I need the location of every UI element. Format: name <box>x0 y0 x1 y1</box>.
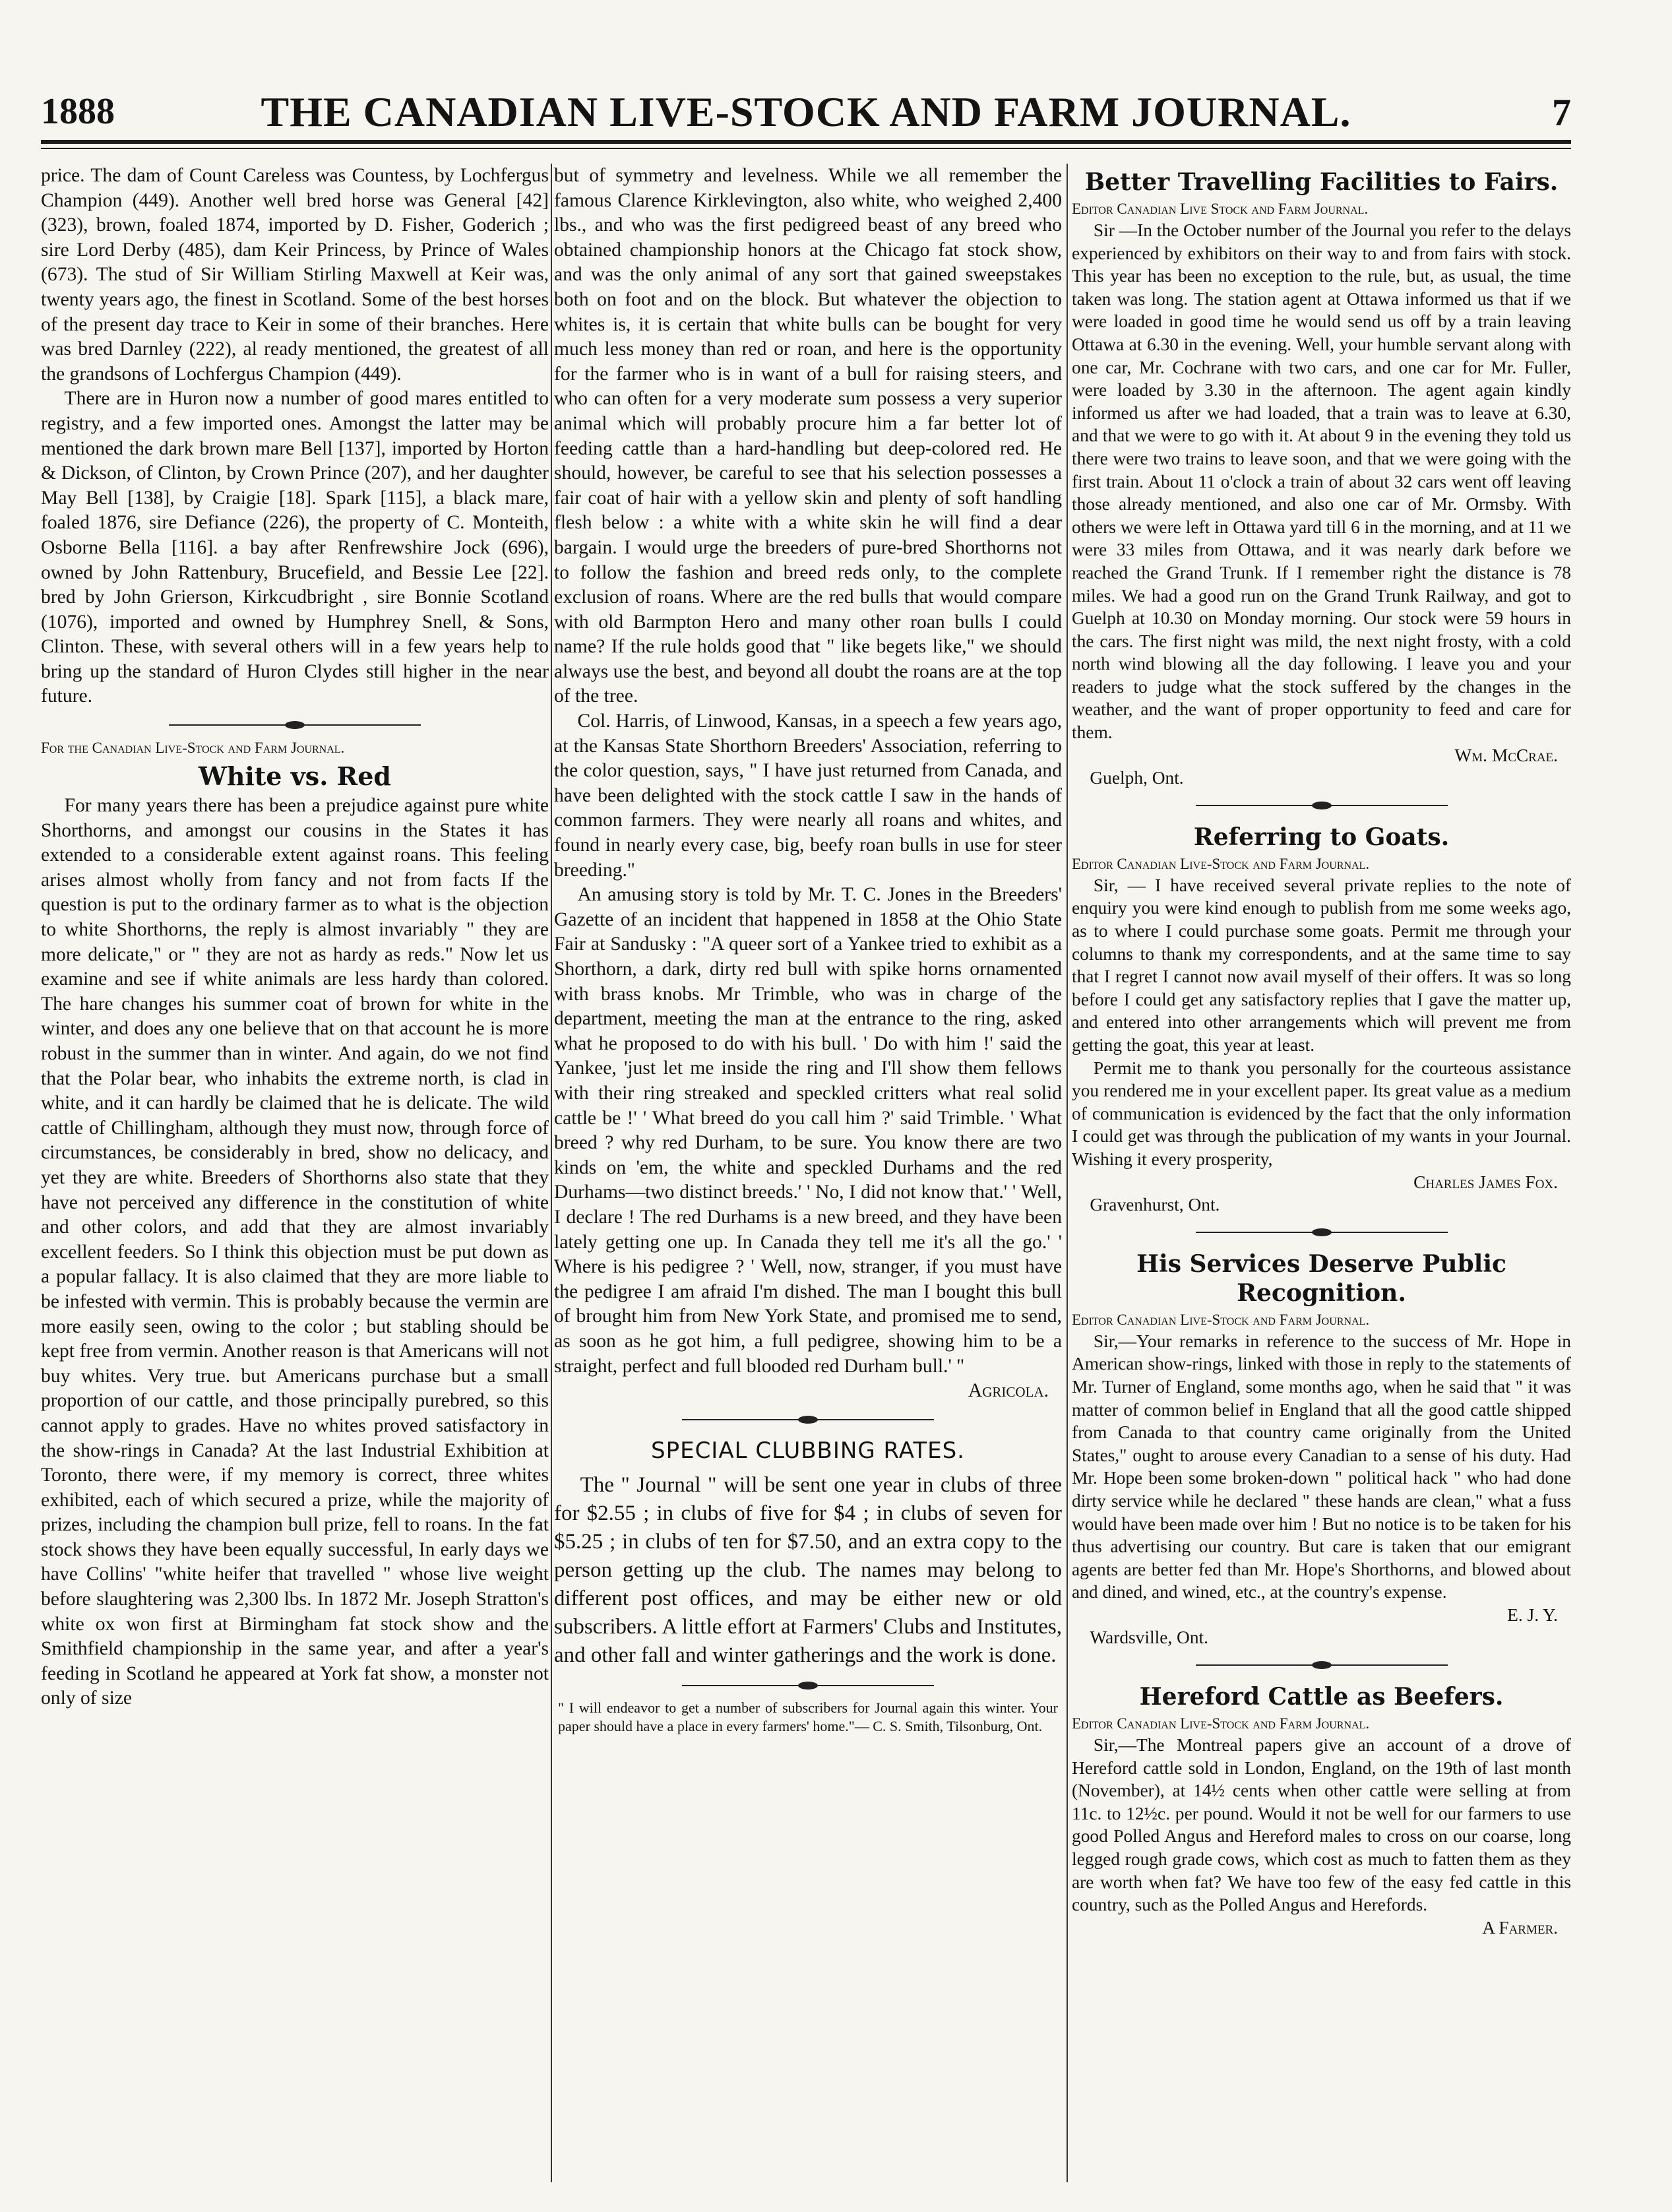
divider-ornament <box>41 709 549 738</box>
letter-place: Wardsville, Ont. <box>1090 1627 1208 1648</box>
clubbing-rates-text: The " Journal " will be sent one year in clubs of three for $2.55 ; in clubs of five for $4 ; in clubs of seven for $5.25 ; in clubs of ten for $7.50, and an extra copy to the person getting up the club. The names may belong to different post offices, and may be either new or old subscribers. A little effort at Farmers' Clubs and Institutes, and other fall and winter gatherings and the work is done. <box>554 1472 1062 1667</box>
letter-signature: E. J. Y. <box>1507 1604 1558 1625</box>
column-2 <box>554 164 1062 2192</box>
article-heading-goats: Referring to Goats. <box>1193 823 1450 851</box>
divider-ornament <box>1072 790 1571 819</box>
header-rule-thick <box>41 140 1571 144</box>
article-signature: Agricola. <box>968 1380 1049 1402</box>
masthead <box>41 82 1571 155</box>
divider-ornament <box>1072 1217 1571 1246</box>
page-number: 7 <box>1552 91 1571 134</box>
header-rule-thin <box>41 148 1571 149</box>
divider-ornament <box>554 1670 1062 1699</box>
column-3 <box>1072 164 1571 2192</box>
divider-ornament <box>554 1404 1062 1433</box>
article-paragraph: For many years there has been a prejudice against pure white Shorthorns, and amongst our cousins in the States it has extended to a considerable extent against roans. This feeling arises almost wholly from fancy and not from facts If the question is put to the ordinary farmer as to what is the objection to white Shorthorns, the reply is almost invariably " they are more delicate," or " they are not as hardy as reds." Now let us examine and see if white animals are less hardy than colored. The hare changes his summer coat of brown for white in the winter, and does any one believe that on that account he is more robust in the summer than in winter. And again, do we not find that the Polar bear, who inhabits the extreme north, is clad in white, and it can hardly be claimed that he is delicate. The wild cattle of Chillingham, although they must now, through force of circumstances, be considerably in bred, show no delicacy, and yet they are white. Breeders of Shorthorns also state that they have not perceived any difference in the constitution of white and other colors, and add that they are almost invariably excellent feeders. So I think this objection must be put down as a popular fallacy. It is also claimed that they are more liable to be infested with vermin. This is probably because the vermin are more easily seen, owing to the color ; but stabling should be kept free from vermin. Another reason is that Americans will not buy whites. Very true. but Americans purchase but a small proportion of our cattle, and those principally purebred, so this cannot apply to grades. Have no whites proved satisfactory in the show-rings in Canada? At the last Industrial Exhibition at Toronto, there were, if my memory is correct, three whites exhibited, each of which secured a prize, while the majority of prizes, including the champion bull prize, fell to roans. In the fat stock shows they have been equally successful, In early days we have Collins' "white heifer that travelled " whose live weight before slaughtering was 2,300 lbs. In 1872 Mr. Joseph Stratton's white ox won first at Birmingham fat stock show and the Smithfield championship in the same year, and after a year's feeding in Scotland he appeared at York fat show, a monster not only of size <box>41 795 549 1709</box>
column-divider-1 <box>551 164 552 2182</box>
article-credit: Editor Canadian Live-Stock and Farm Journal. <box>1072 855 1370 872</box>
article-paragraph: Col. Harris, of Linwood, Kansas, in a speech a few years ago, at the Kansas State Shorthorn Breeders' Association, referring to the color question, says, " I have just returned from Canada, and have been delighted with the stock cattle I saw in the hands of common farmers. They were nearly all roans and whites, and found in nearly every case, big, beefy roan bulls in use for steer breeding." <box>554 711 1062 881</box>
article-heading-white-vs-red: White vs. Red <box>199 761 391 792</box>
letter-signature: A Farmer. <box>1482 1917 1558 1938</box>
column-1 <box>41 164 549 2192</box>
article-paragraph: price. The dam of Count Careless was Countess, by Lochfergus Champion (449). Another well bred horse was General [42] (323), brown, foaled 1874, imported by D. Fisher, Goderich ; sire Lord Derby (485), dam Keir Princess, by Prince of Wales (673). The stud of Sir William Stirling Maxwell at Keir was, twenty years ago, the finest in Scotland. Some of the best horses of the present day trace to Keir in some of their branches. Here was bred Darnley (222), al ready mentioned, the greatest of all the grandsons of Lochfergus Champion (449). <box>41 165 549 385</box>
letter-place: Gravenhurst, Ont. <box>1090 1195 1220 1215</box>
article-paragraph: but of symmetry and levelness. While we all remember the famous Clarence Kirklevington, also white, who weighed 2,400 lbs., and who was the first pedigreed beast of any breed who obtained championship honors at the Chicago fat stock show, and was the only animal of any sort that gained sweepstakes both on foot and on the block. But whatever the objection to whites is, it is certain that white bulls can be bought for very much less money than red or roan, and here is the opportunity for the farmer who is in want of a bull for raising steers, and who can often for a very moderate sum possess a very superior animal which will probably procure him a far better lot of feeding cattle than a hard-handling but deep-colored red. He should, however, be careful to see that his selection possesses a fair coat of hair with a yellow skin and plenty of soft handling flesh below : a white with a white skin he will find a dear bargain. I would urge the breeders of pure-bred Shorthorns not to follow the fashion and breed reds only, to the complete exclusion of roans. Where are the red bulls that would compare with old Barmpton Hero and many other roan bulls I could name? If the rule holds good that " like begets like," we should always use the best, and beyond all doubt the roans are at the top of the tree. <box>554 165 1062 707</box>
journal-title: THE CANADIAN LIVE-STOCK AND FARM JOURNAL. <box>261 88 1351 135</box>
clubbing-rates-heading: SPECIAL CLUBBING RATES. <box>651 1437 965 1464</box>
letter-signature: Charles James Fox. <box>1413 1172 1558 1192</box>
letter-text: Sir,—Your remarks in reference to the success of Mr. Hope in American show-rings, linked with those in reply to the statements of Mr. Turner of England, some months ago, when he said that " it was matter of common belief in England that all the good cattle shipped from Canada to that country came originally from the United States," ought to arouse every Canadian to a sense of his duty. Had Mr. Hope been some broken-down " political hack " who had done dirty service while he declared " these hands are clean," what a fuss would have been made over him ! But no notice is to be taken for his thus advertising our country. But care is taken that our emigrant agents are better fed than Mr. Hope's Shorthorns, and blowed about and dined, and wined, etc., at the country's expense. <box>1072 1331 1571 1602</box>
letter-text: Sir, — I have received several private replies to the note of enquiry you were kind enough to publish from me some weeks ago, as to where I could purchase some goats. Permit me through your columns to thank my correspondents, and at the same time to say that I regret I cannot now avail myself of their offers. It was so long before I could get any satisfactory replies that I gave the matter up, and entered into other arrangements which will prevent me from getting the goat, this year at least. <box>1072 875 1571 1055</box>
article-heading-hereford: Hereford Cattle as Beefers. <box>1139 1683 1504 1711</box>
letter-signature: Wm. McCrae. <box>1454 745 1558 765</box>
subscriber-testimonial: " I will endeavor to get a number of subscribers for Journal again this winter. Your paper should have a place in every farmers' home."— C. S. Smith, Tilsonburg, Ont. <box>558 1699 1058 1734</box>
column-divider-2 <box>1067 164 1068 2182</box>
letter-text: Permit me to thank you personally for the courteous assistance you rendered me in your excellent paper. Its great value as a medium of communication is evidenced by the fact that the only information I could get was through the publication of my wants in your Journal. Wishing it every prosperity, <box>1072 1058 1571 1169</box>
article-credit: Editor Canadian Live-Stock and Farm Journal. <box>1072 1311 1370 1328</box>
article-paragraph: There are in Huron now a number of good mares entitled to registry, and a few imported ones. Amongst the latter may be mentioned the dark brown mare Bell [137], imported by Horton & Dickson, of Clinton, by Crown Prince (207), and her daughter May Bell [138], by Craigie [18]. Spark [115], a black mare, foaled 1876, sire Defiance (226), the property of C. Monteith, Osborne Bella [116]. a bay after Renfrewshire Jock (696), owned by John Rattenbury, Brucefield, and Bessie Lee [22]. bred by John Grierson, Kirkcudbright , sire Bonnie Scotland (1076), imported and owned by Humphrey Snell, & Sons, Clinton. These, with several others will in a few years help to bring up the standard of Huron Clydes still higher in the near future. <box>41 388 549 707</box>
letter-text: Sir,—The Montreal papers give an account of a drove of Hereford cattle sold in London, England, on the 19th of last month (November), at 14½ cents when other cattle were selling at from 11c. to 12½c. per pound. Would it not be well for our farmers to use good Polled Angus and Hereford males to cross on our coarse, long legged rough grade cows, which cost as much to fatten them as they are worth when fat? We have too few of the easy fed cattle in this country, such as the Polled Angus and Herefords. <box>1072 1735 1571 1915</box>
letter-text: Sir —In the October number of the Journal you refer to the delays experienced by exhibitors on their way to and from fairs with stock. This year has been no exception to the rule, but, as usual, the time taken was long. The station agent at Ottawa informed us that if we were loaded in good time he would send us off by a train leaving Ottawa at 6.30 in the evening. Well, your humble servant along with one car, Mr. Cochrane with two cars, and one car for Mr. Fuller, were loaded by 3.30 in the afternoon. The agent again kindly informed us after we had loaded, that a train was to leave at 6.30, and that we were to go with it. At about 9 in the evening they told us there were two trains to leave soon, and that we were going with the first train. About 11 o'clock a train of about 32 cars went off leaving those already mentioned, and also one car of Mr. Ormsby. With others we were left in Ottawa yard till 6 in the morning, and at 11 we were 33 miles from Ottawa, and it was nearly dark before we reached the Grand Trunk. If I remember right the distance is 78 miles. We had a good run on the Grand Trunk Railway, and got to Guelph at 10.30 on Monday morning. Our stock were 59 hours in the cars. The first night was mild, the next night frosty, with a cold north wind blowing all the day following. I leave you and your readers to judge what the stock suffered by the changes in the weather, and the want of proper opportunity to feed and care for them. <box>1072 220 1571 743</box>
issue-year: 1888 <box>41 91 115 132</box>
article-credit: Editor Canadian Live Stock and Farm Journal. <box>1072 201 1369 217</box>
article-credit: Editor Canadian Live-Stock and Farm Journal. <box>1072 1715 1370 1732</box>
article-credit: For the Canadian Live-Stock and Farm Journal. <box>41 740 345 757</box>
divider-ornament <box>1072 1649 1571 1678</box>
letter-place: Guelph, Ont. <box>1090 768 1184 788</box>
article-paragraph: An amusing story is told by Mr. T. C. Jones in the Breeders' Gazette of an incident that happened in 1858 at the Ohio State Fair at Sandusky : "A queer sort of a Yankee tried to exhibit as a Shorthorn, a dark, dirty red bull with spike horns ornamented with brass knobs. Mr Trimble, who was in charge of the department, meeting the man at the entrance to the ring, asked what he proposed to do with his bull. ' Do with him !' said the Yankee, 'just let me inside the ring and I'll show them fellows with their ring streaked and speckled critters what real solid cattle be !' ' What breed do you call him ?' said Trimble. ' What breed ? why red Durham, to be sure. You know there are two kinds on 'em, the white and speckled Durhams and the red Durhams—two distinct breeds.' ' No, I did not know that.' ' Well, I declare ! The red Durhams is a new breed, and they have been lately getting one up. In Canada they tell me it's all the go.' ' Where is his pedigree ? ' Well, now, stranger, if you must have the pedigree I am afraid I'm dished. The man I bought this bull of brought him from New York State, and promised me to send, as soon as he got him, a full pedigree, showing him to be a straight, perfect and full blooded red Durham bull.' " <box>554 884 1062 1377</box>
article-heading-travelling: Better Travelling Facilities to Fairs. <box>1084 168 1559 196</box>
article-heading-services: His Services Deserve Public Recognition. <box>1136 1249 1506 1307</box>
